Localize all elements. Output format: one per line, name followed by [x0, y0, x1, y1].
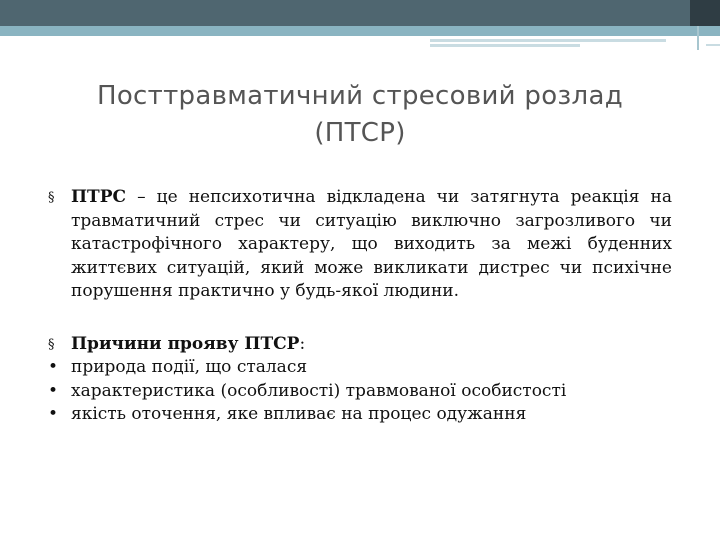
decorative-line	[706, 44, 720, 46]
bullet-icon: •	[48, 357, 59, 377]
slide-top-bar-corner	[690, 0, 720, 26]
section-bullet-icon: §	[48, 336, 55, 352]
definition-text	[71, 186, 672, 304]
causes-heading: Причини прояву ПТСР:	[71, 333, 306, 354]
decorative-line	[430, 44, 580, 47]
slide-top-bar	[0, 0, 720, 26]
list-item	[48, 356, 672, 380]
definition-term: ПТРС	[71, 187, 127, 207]
bullet-icon: •	[48, 380, 59, 401]
cause-text: якість оточення, яке впливає на процес одужання	[71, 404, 527, 424]
cause-text: природа події, що сталася	[71, 357, 308, 377]
causes-heading-text: Причини прояву ПТСР	[71, 333, 300, 354]
decorative-line	[430, 39, 666, 42]
slide-content	[48, 186, 672, 427]
slide-title: Посттравматичний стресовий розлад (ПТСР)	[96, 81, 623, 148]
decorative-line	[697, 26, 699, 50]
slide-accent-stripe	[0, 26, 720, 36]
list-item	[48, 380, 672, 404]
section-bullet-icon: §	[48, 190, 55, 205]
list-item	[48, 403, 672, 427]
definition-item	[48, 186, 672, 304]
definition-body: – це непсихотична відкладена чи затягнута реакція на травматичний стрес чи ситуацію виключно загрозливого чи катастрофічного характеру, що виходить за межі буденних життєвих ситуацій, який може викликати дистрес чи психічне порушення практично у будь-якої людини.	[71, 187, 672, 301]
cause-text: характеристика (особливості) травмованої особистості	[71, 380, 567, 401]
causes-heading-item	[48, 333, 672, 357]
bullet-icon: •	[48, 404, 59, 424]
